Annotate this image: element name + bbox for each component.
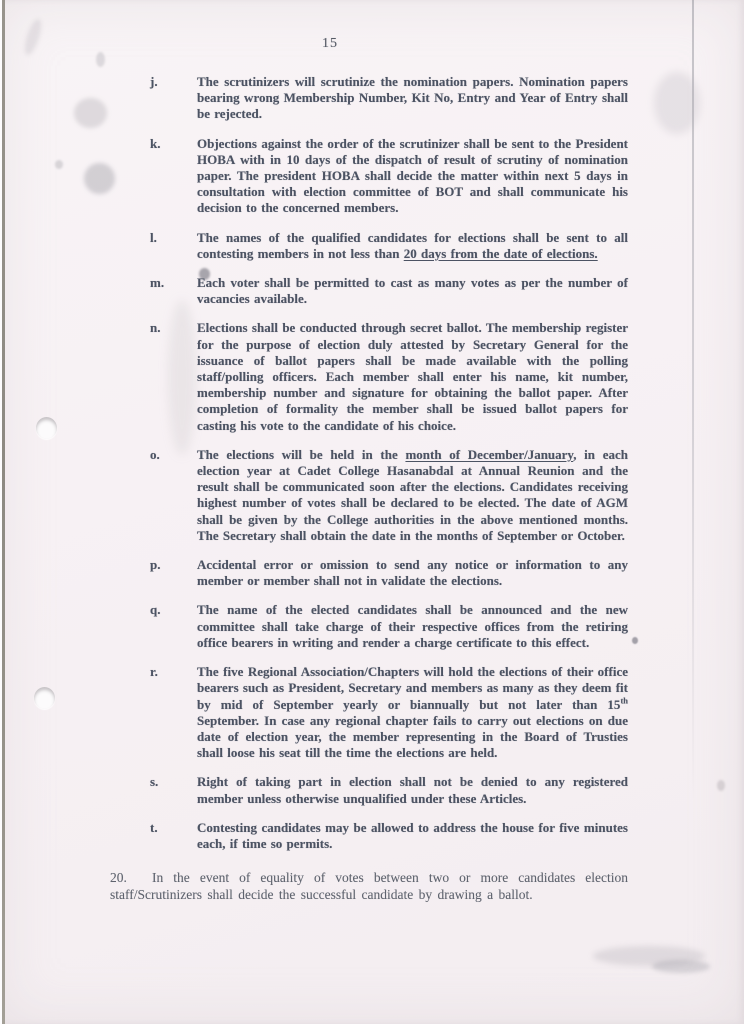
clause-list: [150, 74, 628, 852]
clause-text: Accidental error or omission to send any notice or information to any member or member shall not in validate the elections.: [197, 557, 628, 589]
clause-label: t.: [150, 819, 158, 835]
clause-text: Elections shall be conducted through secret ballot. The membership register for the purpose of election duly attested by Secretary General for the issuance of ballot papers shall be made available with the polling staff/polling officers. Each member shall enter his name, kit number, membership number and signature for obtaining the ballot paper. After completion of formality the member shall be issued ballot papers for casting his vote to the candidate of his choice.: [197, 320, 628, 433]
clause-item: [150, 447, 628, 544]
clause-item: [150, 557, 628, 589]
closing-paragraph-text: In the event of equality of votes between two or more candidates election staff/Scrutinizers shall decide the successful candidate by drawing a ballot.: [110, 870, 628, 903]
clause-text: Objections against the order of the scrutinizer shall be sent to the President HOBA with in 10 days of the dispatch of result of scrutiny of nomination paper. The president HOBA shall decide the matter within next 5 days in consultation with election committee of BOT and shall communicate his decision to the concerned members.: [197, 135, 628, 216]
clause-item: [150, 275, 628, 307]
clause-item: [150, 820, 628, 852]
clause-text: Contesting candidates may be allowed to address the house for five minutes each, if time so permits.: [197, 819, 628, 851]
clause-text: The names of the qualified candidates for elections shall be sent to all contesting members in not less than 20 days from the date of elections.: [197, 229, 628, 261]
clause-label: k.: [150, 135, 161, 151]
clause-label: p.: [150, 557, 161, 573]
clause-text: The elections will be held in the month of December/January, in each election year at Cadet College Hasanabdal at Annual Reunion and the result shall be communicated soon after the elections. Candidates receiving highest number of votes shall be declared to be elected. The date of AGM shall be given by the College authorities in the above mentioned months. The Secretary shall obtain the date in the months of September or October.: [197, 446, 628, 543]
clause-label: q.: [150, 602, 161, 618]
clause-label: n.: [150, 320, 161, 336]
clause-item: [150, 74, 628, 123]
clause-text: The scrutinizers will scrutinize the nomination papers. Nomination papers bearing wrong Membership Number, Kit No, Entry and Year of Entry shall be rejected.: [197, 74, 628, 122]
clause-item: [150, 774, 628, 806]
page-number: 15: [322, 36, 338, 51]
clause-item: [150, 230, 628, 262]
clause-label: m.: [150, 275, 165, 291]
clause-text: Each voter shall be permitted to cast as many votes as per the number of vacancies available.: [197, 275, 628, 307]
clause-text: Right of taking part in election shall not be denied to any registered member unless otherwise unqualified under these Articles.: [197, 774, 628, 806]
stain: [652, 960, 710, 973]
closing-paragraph: [110, 869, 628, 903]
clause-label: o.: [150, 446, 160, 462]
clause-label: s.: [150, 774, 159, 790]
clause-item: [150, 320, 628, 433]
clause-label: j.: [150, 74, 158, 89]
clause-label: r.: [150, 664, 158, 680]
clause-text: The five Regional Association/Chapters will hold the elections of their office bearers such as President, Secretary and members as many as they deem fit by mid of September yearly or biannually but not later than 15th September. In case any regional chapter fails to carry out elections on due date of election year, the member representing in the Board of Trusties shall loose his seat till the time the elections are held.: [197, 664, 628, 761]
closing-paragraph-number: 20.: [110, 870, 127, 886]
clause-item: [150, 136, 628, 217]
clause-item: [150, 664, 628, 761]
clause-text: The name of the elected candidates shall be announced and the new committee shall take charge of their respective offices from the retiring office bearers in writing and render a charge certificate to this effect.: [197, 602, 628, 650]
clause-item: [150, 602, 628, 651]
clause-label: l.: [150, 229, 157, 245]
